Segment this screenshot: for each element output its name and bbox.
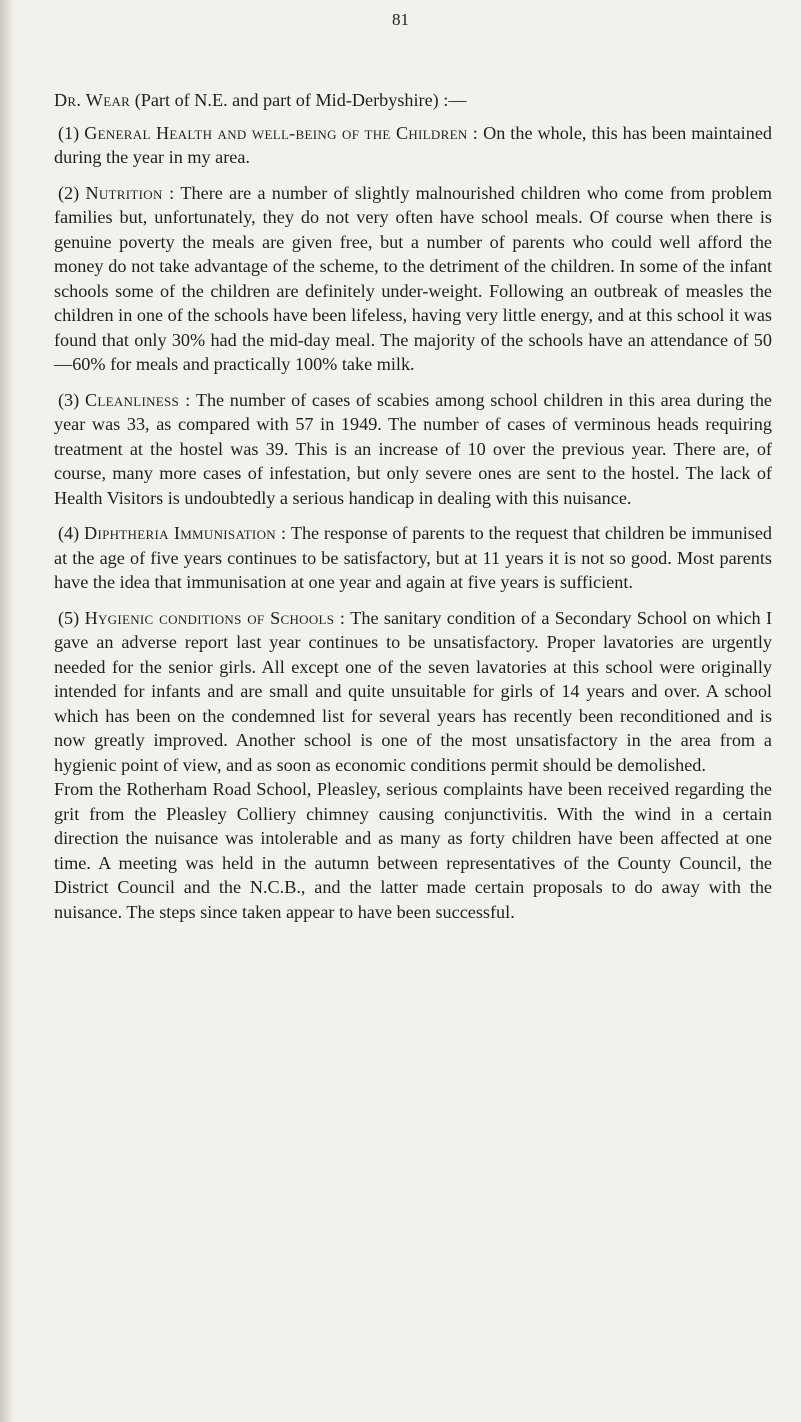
report-heading xyxy=(54,88,772,113)
section-title: Cleanliness : xyxy=(84,389,191,410)
section-title: General Health and well-being of the Children : xyxy=(84,122,479,143)
section-diphtheria-immunisation xyxy=(54,521,772,595)
document-page xyxy=(54,88,772,935)
section-text: The response of parents to the request that children be immunised at the age of five years continues to be satisfactory, but at 11 years it is not so good. Most parents have the idea that immunisation at one year and again at five years is sufficient. xyxy=(54,523,773,592)
section-title: Nutrition : xyxy=(85,182,175,203)
doctor-name: Dr. Wear xyxy=(54,90,131,110)
closing-paragraph: From the Rotherham Road School, Pleasley, serious complaints have been received regarding the grit from the Pleasley Colliery chimney causing conjunctivitis. With the wind in a certain direction the nuisance was intolerable and as many as forty children have been affected at one time. A meeting was held in the autumn between representatives of the County Council, the District Council and the N.C.B., and the latter made certain proposals to do away with the nuisance. The steps since taken appear to have been successful. xyxy=(54,779,772,922)
section-cleanliness xyxy=(54,388,772,511)
section-text: The number of cases of scabies among school children in this area during the year was 33, as compared with 57 in 1949. The number of cases of verminous heads requiring treatment at the hostel was 39. This is an increase of 10 over the previous year. There are, of course, many more cases of infestation, but only severe ones are sent to the hostel. The lack of Health Visitors is undoubtedly a serious handicap in dealing with this nuisance. xyxy=(54,389,772,508)
section-number: (1) xyxy=(58,122,80,143)
section-nutrition xyxy=(54,181,772,377)
section-text: There are a number of slightly malnourished children who come from problem families but, unfortunately, they do not very often have school meals. Of course when there is genuine poverty the meals are given free, but a number of parents who could well afford the money do not take advantage of the scheme, to the detriment of the children. In some of the infant schools some of the children are definitely under-weight. Following an outbreak of measles the children in one of the schools have been lifeless, having very little energy, and at this school it was found that only 30% had the mid-day meal. The majority of the schools have an attendance of 50—60% for meals and practically 100% take milk. xyxy=(54,182,773,374)
section-number: (4) xyxy=(58,523,80,543)
section-number: (2) xyxy=(58,182,80,203)
section-general-health xyxy=(54,121,772,170)
section-title: Diphtheria Immunisation : xyxy=(84,523,287,543)
page-number: 81 xyxy=(392,10,409,29)
section-text: The sanitary condition of a Secondary School on which I gave an adverse report last year continues to be unsatisfactory. Proper lavatories are urgently needed for the senior girls. All except one of the seven lavatories at this school were originally intended for infants and are small and quite unsuitable for girls of 14 years and over. A school which has been on the condemned list for several years has recently been reconditioned and is now greatly improved. Another school is one of the most unsatisfactory in the area from a hygienic point of view, and as soon as economic conditions permit should be demolished. xyxy=(54,607,773,775)
section-number: (5) xyxy=(58,607,80,628)
section-title: Hygienic conditions of Schools : xyxy=(84,607,346,628)
section-text: On the whole, this has been maintained during the year in my area. xyxy=(54,122,772,167)
section-number: (3) xyxy=(58,389,80,410)
heading-area: (Part of N.E. and part of Mid-Derbyshire) :— xyxy=(130,90,467,110)
page-edge-shadow xyxy=(0,0,14,1422)
section-hygienic-conditions xyxy=(54,606,772,778)
